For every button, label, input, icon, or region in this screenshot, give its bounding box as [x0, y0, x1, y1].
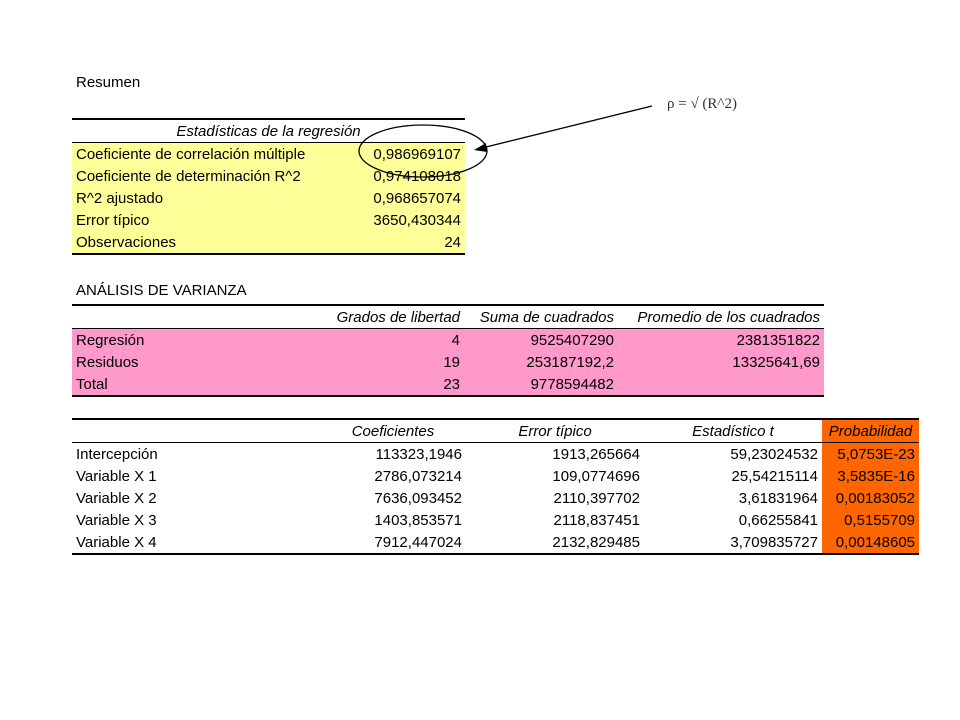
- table-cell: 13325641,69: [618, 351, 824, 373]
- table-cell: 23: [320, 373, 464, 396]
- table-cell: 0,5155709: [822, 509, 919, 531]
- table-cell: Variable X 4: [72, 531, 320, 554]
- table-cell: Regresión: [72, 329, 320, 352]
- table-row: [72, 509, 919, 531]
- table-cell: 7636,093452: [374, 489, 462, 507]
- table-cell: 0,00148605: [822, 531, 919, 554]
- table-cell: 0,00183052: [822, 487, 919, 509]
- rho-formula: ρ = √ (R^2): [667, 96, 737, 112]
- column-header: Grados de libertad: [320, 305, 464, 329]
- table-row: [72, 443, 919, 466]
- stat-label: Error típico: [72, 209, 358, 231]
- coefficients-table: [72, 418, 919, 555]
- table-cell: 4: [320, 329, 464, 352]
- column-header: Probabilidad: [822, 419, 919, 443]
- column-header: Coeficientes: [320, 419, 466, 443]
- table-cell: Intercepción: [76, 445, 158, 463]
- resumen-title: Resumen: [76, 74, 141, 91]
- table-cell: 253187192,2: [464, 351, 618, 373]
- table-cell: 113323,1946: [375, 445, 462, 463]
- table-row: [72, 487, 919, 509]
- table-cell: 2110,397702: [553, 489, 640, 507]
- table-row: [72, 351, 824, 373]
- column-header: Promedio de los cuadrados: [618, 305, 824, 329]
- table-cell: 19: [320, 351, 464, 373]
- regression-stats-header: Estadísticas de la regresión: [72, 119, 465, 143]
- table-cell: Variable X 1: [76, 467, 157, 485]
- table-cell: 3,709835727: [644, 531, 822, 554]
- highlight-ellipse: [359, 125, 487, 177]
- table-cell: 1403,853571: [374, 511, 462, 529]
- stat-label: Coeficiente de determinación R^2: [72, 165, 358, 187]
- table-cell: 7912,447024: [320, 531, 466, 554]
- table-cell: 2786,073214: [374, 467, 462, 485]
- table-row: [72, 531, 919, 554]
- stat-label: Observaciones: [72, 231, 358, 254]
- table-cell: 2381351822: [618, 329, 824, 352]
- column-header: [72, 419, 320, 443]
- table-cell: 3,5835E-16: [822, 465, 919, 487]
- stat-value: 24: [358, 231, 465, 254]
- stat-value: 3650,430344: [358, 209, 465, 231]
- column-header: Suma de cuadrados: [464, 305, 618, 329]
- table-row: [72, 373, 824, 396]
- stat-label: Coeficiente de correlación múltiple: [72, 143, 358, 166]
- column-header: Estadístico t: [644, 419, 822, 443]
- column-header: [72, 305, 320, 329]
- table-cell: [618, 373, 824, 396]
- table-cell: Variable X 2: [76, 489, 157, 507]
- table-row: [72, 465, 919, 487]
- stat-value: 0,968657074: [358, 187, 465, 209]
- table-cell: 5,0753E-23: [822, 443, 919, 466]
- anova-table: [72, 304, 824, 397]
- table-cell: 1913,265664: [552, 445, 640, 463]
- table-cell: 3,61831964: [738, 489, 818, 507]
- table-cell: 9778594482: [464, 373, 618, 396]
- table-cell: 9525407290: [464, 329, 618, 352]
- table-cell: 2132,829485: [466, 531, 644, 554]
- table-cell: 25,54215114: [731, 467, 818, 485]
- table-cell: Residuos: [72, 351, 320, 373]
- column-header: Error típico: [466, 419, 644, 443]
- anova-title: ANÁLISIS DE VARIANZA: [76, 282, 247, 299]
- pointer-arrow-line: [482, 106, 652, 148]
- table-cell: 109,0774696: [552, 467, 640, 485]
- stat-value: 0,974108018: [358, 165, 465, 187]
- table-cell: Variable X 3: [76, 511, 157, 529]
- table-cell: 59,23024532: [730, 445, 818, 463]
- table-cell: 0,66255841: [738, 511, 818, 529]
- stat-value: 0,986969107: [358, 143, 465, 166]
- stat-label: R^2 ajustado: [72, 187, 358, 209]
- table-cell: 2118,837451: [553, 511, 640, 529]
- table-row: [72, 329, 824, 352]
- table-cell: Total: [72, 373, 320, 396]
- pointer-arrowhead: [474, 143, 487, 152]
